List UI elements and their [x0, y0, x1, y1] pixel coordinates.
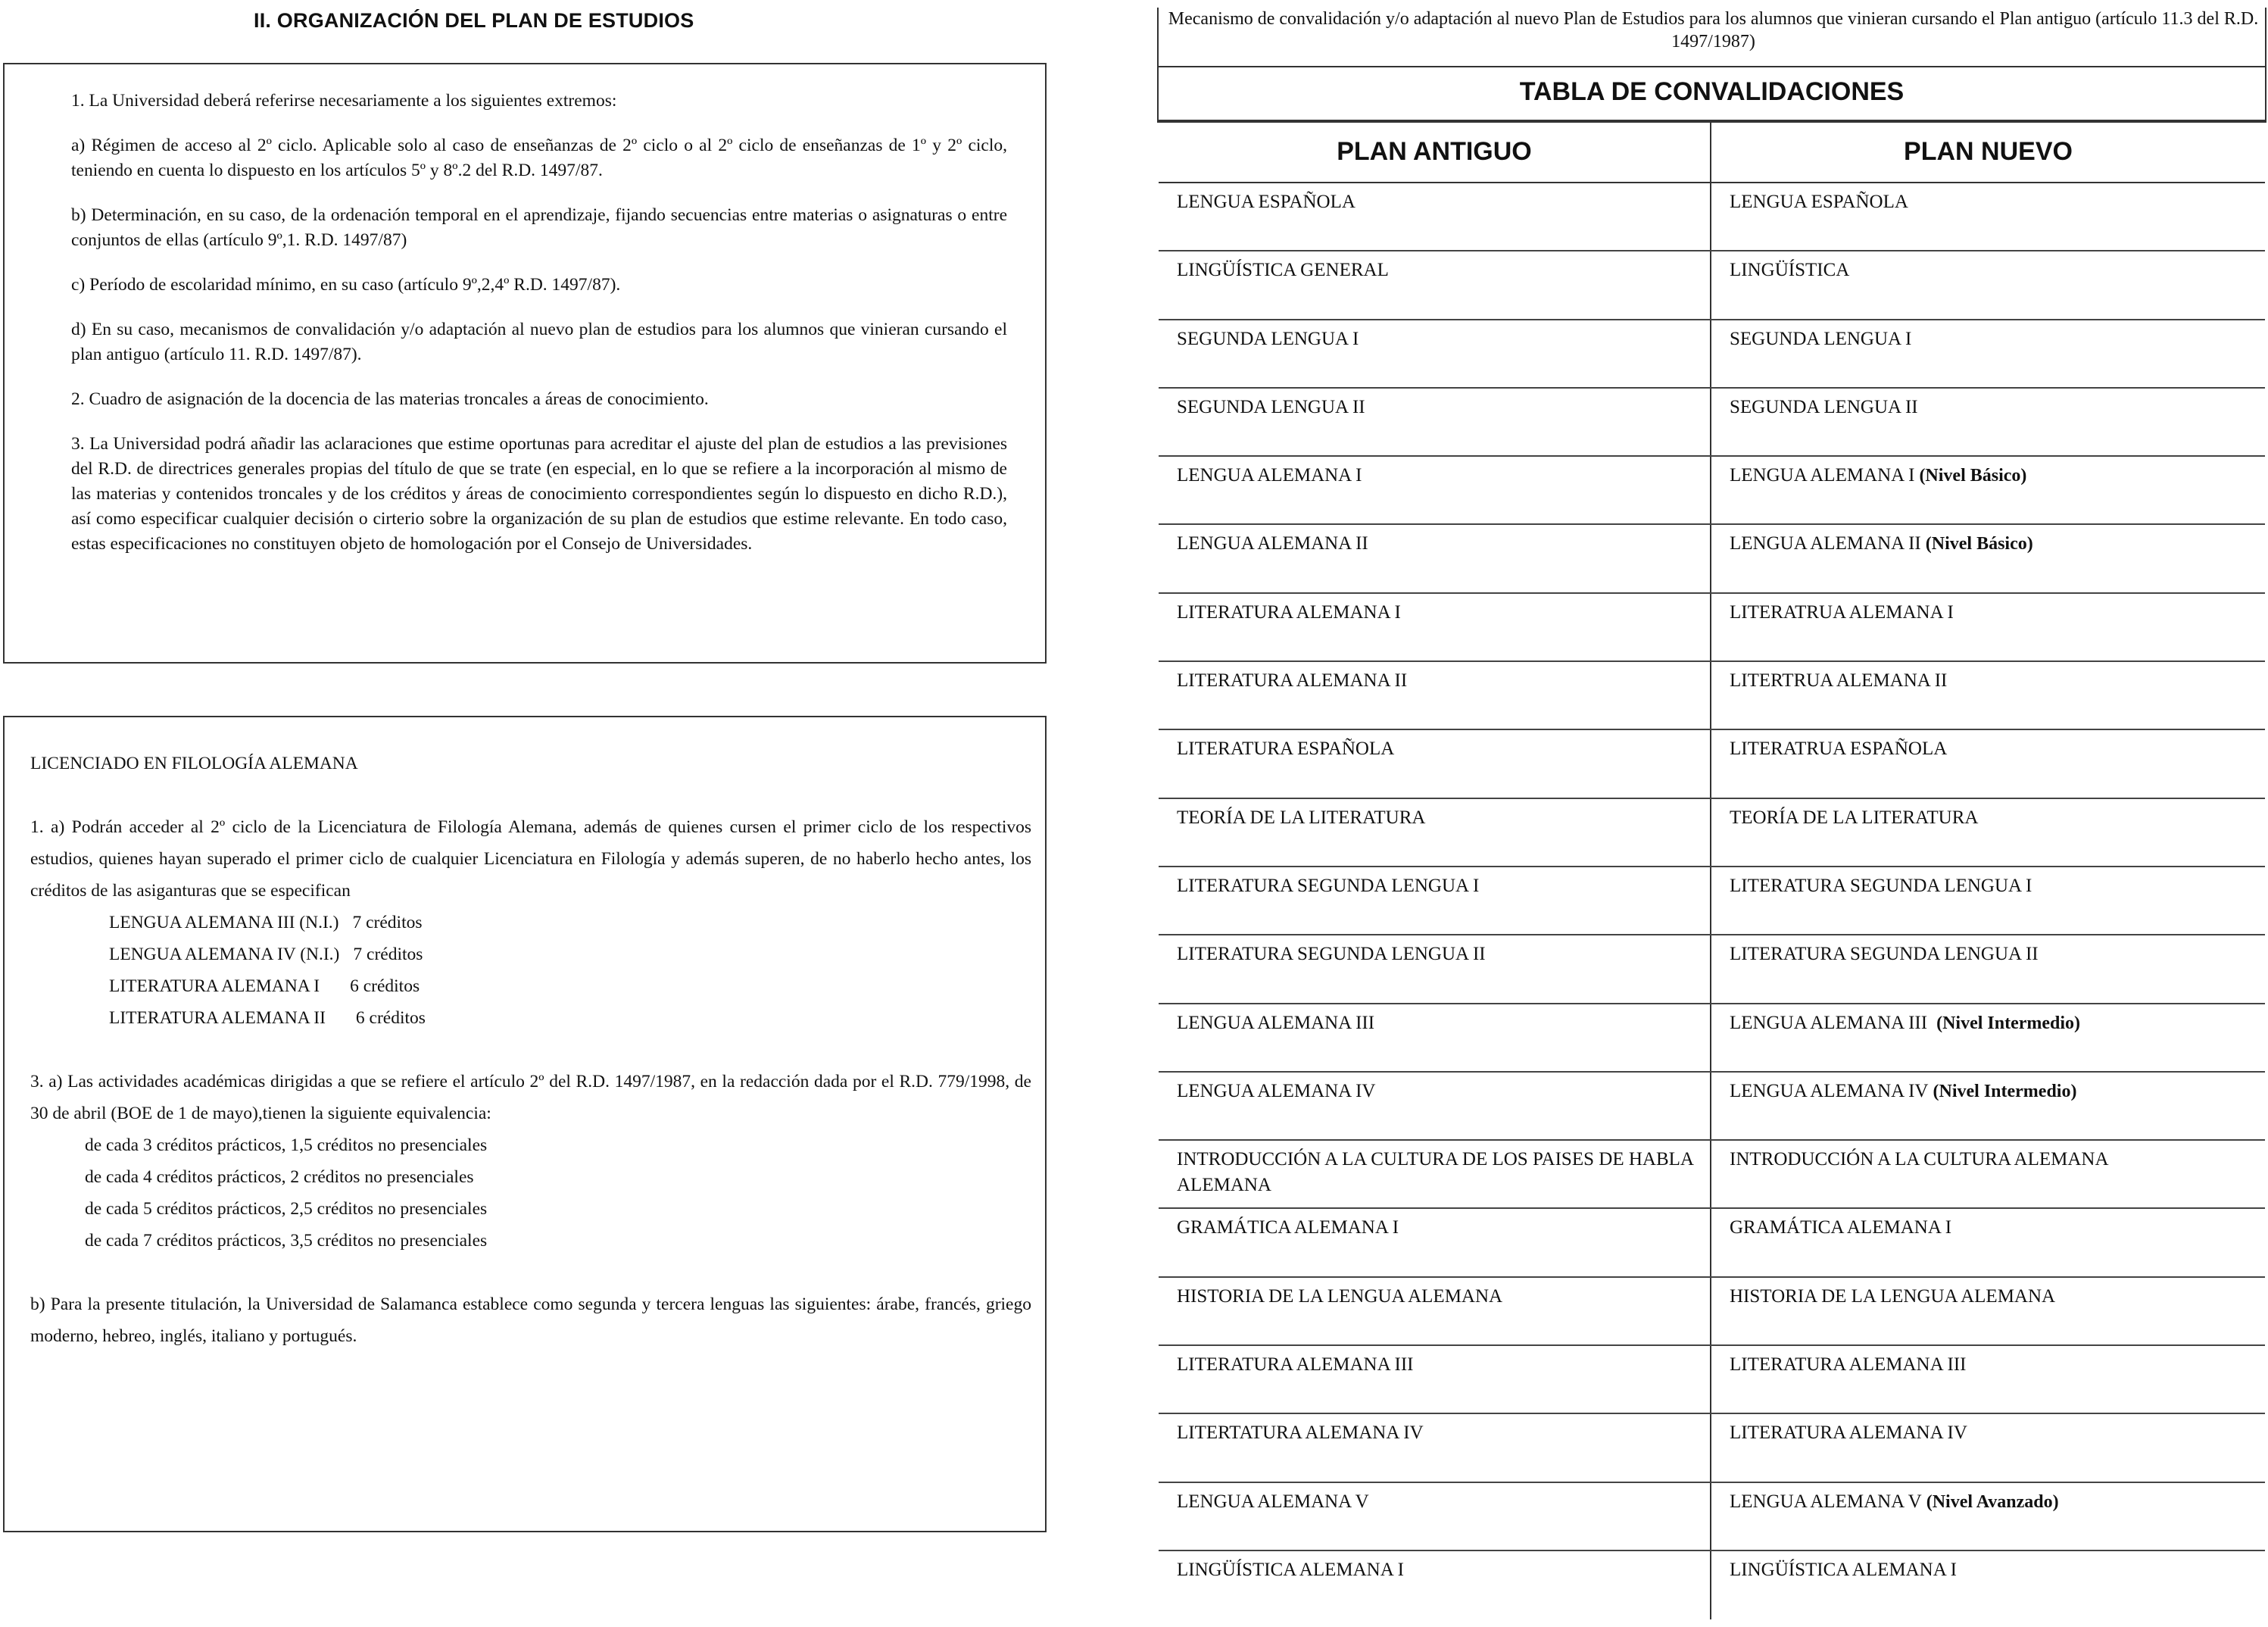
new-plan-subject: LENGUA ALEMANA III — [1730, 1012, 1928, 1033]
requirement-3: 3. La Universidad podrá añadir las aclaraciones que estime oportunas para acreditar el ajuste del plan de estudios a las previsiones del R.D. de directrices generales propias del título de que se trate (en especial, en lo que se refiere a la incorporación al mismo de las materias y contenidos troncales y de los créditos y áreas de conocimiento correspondientes según lo dispuesto en dicho R.D.), así como especificar cualquier decisión o cirterio sobre la organización de su plan de estudios que estime relevante. En todo caso, estas especificaciones no constituyen objeto de homologación por el Consejo de Universidades. — [71, 434, 1007, 554]
table-row — [1159, 1414, 2265, 1482]
table-row — [1159, 320, 2265, 389]
table-row — [1159, 1551, 2265, 1619]
requirements-box — [3, 63, 1047, 664]
new-plan-subject: LITERATURA SEGUNDA LENGUA II — [1730, 944, 2039, 965]
requirement-c: c) Período de escolaridad mínimo, en su caso (artículo 9º,2,4º R.D. 1497/87). — [71, 275, 621, 295]
new-plan-cell — [1711, 662, 2265, 729]
requirement-intro: 1. La Universidad deberá referirse necesariamente a los siguientes extremos: — [71, 91, 617, 111]
equivalence-list — [30, 1129, 1031, 1257]
table-row — [1159, 183, 2265, 251]
subject-credits: 6 créditos — [355, 1008, 426, 1028]
table-row — [1159, 867, 2265, 935]
subject-item — [30, 907, 1031, 938]
subject-name: LITERATURA ALEMANA II — [109, 1008, 326, 1028]
old-plan-cell: LENGUA ALEMANA III — [1159, 1004, 1711, 1071]
subject-name: LENGUA ALEMANA III (N.I.) — [109, 913, 339, 932]
table-row — [1159, 1346, 2265, 1414]
new-plan-cell — [1711, 799, 2265, 866]
divider — [1159, 66, 2265, 67]
old-plan-cell: LENGUA ALEMANA V — [1159, 1483, 1711, 1550]
new-plan-level: (Nivel Básico) — [1919, 466, 2027, 486]
old-plan-cell: INTRODUCCIÓN A LA CULTURA DE LOS PAISES DE HABLA ALEMANA — [1159, 1141, 1711, 1207]
old-plan-cell: LENGUA ALEMANA I — [1159, 457, 1711, 523]
new-plan-subject: LITERATRUA ESPAÑOLA — [1730, 739, 1948, 760]
table-row — [1159, 1209, 2265, 1277]
requirement-2: 2. Cuadro de asignación de la docencia de las materias troncales a áreas de conocimiento. — [71, 389, 709, 409]
new-plan-subject: LENGUA ALEMANA I — [1730, 465, 1915, 486]
table-row — [1159, 251, 2265, 320]
equivalence-item: de cada 4 créditos prácticos, 2 créditos no presenciales — [85, 1167, 474, 1187]
new-plan-cell — [1711, 183, 2265, 250]
equivalence-item: de cada 7 créditos prácticos, 3,5 créditos no presenciales — [85, 1231, 488, 1251]
table-row — [1159, 1073, 2265, 1141]
requirement-d: d) En su caso, mecanismos de convalidación y/o adaptación al nuevo plan de estudios para los alumnos que vinieran cursando el plan antiguo (artículo 11. R.D. 1497/87). — [71, 320, 1007, 364]
equivalence-item: de cada 5 créditos prácticos, 2,5 créditos no presenciales — [85, 1199, 488, 1219]
new-plan-subject: LITERATURA ALEMANA IV — [1730, 1422, 1967, 1444]
new-plan-cell — [1711, 457, 2265, 523]
old-plan-cell: SEGUNDA LENGUA II — [1159, 389, 1711, 455]
access-paragraph: 1. a) Podrán acceder al 2º ciclo de la Licenciatura de Filología Alemana, además de quienes cursen el primer ciclo de los respectivos estudios, quienes hayan superado el primer ciclo de cualquier Licenciatura en Filología y además superen, de no haberlo hecho antes, los créditos de las asiganturas que se especifican — [30, 817, 1031, 901]
table-row — [1159, 1141, 2265, 1209]
new-plan-cell — [1711, 1551, 2265, 1619]
new-plan-subject: GRAMÁTICA ALEMANA I — [1730, 1217, 1952, 1238]
new-plan-cell — [1711, 1073, 2265, 1139]
table-header-box — [1157, 8, 2266, 121]
new-plan-subject: INTRODUCCIÓN A LA CULTURA ALEMANA — [1730, 1149, 2109, 1170]
new-plan-cell — [1711, 867, 2265, 934]
new-plan-level: (Nivel Intermedio) — [1933, 1081, 2077, 1101]
new-plan-subject: SEGUNDA LENGUA I — [1730, 328, 1912, 349]
subject-list — [30, 907, 1031, 1034]
new-plan-subject: LENGUA ALEMANA V — [1730, 1491, 1922, 1512]
new-plan-subject: LENGUA ALEMANA IV — [1730, 1080, 1929, 1101]
column-header-old-plan: PLAN ANTIGUO — [1159, 121, 1711, 182]
new-plan-cell — [1711, 935, 2265, 1002]
old-plan-cell: SEGUNDA LENGUA I — [1159, 320, 1711, 387]
subject-item — [30, 938, 1031, 970]
new-plan-subject: LITERATURA SEGUNDA LENGUA I — [1730, 875, 2032, 896]
old-plan-cell: LITERATURA SEGUNDA LENGUA II — [1159, 935, 1711, 1002]
old-plan-cell: LENGUA ESPAÑOLA — [1159, 183, 1711, 250]
table-row — [1159, 594, 2265, 662]
table-row — [1159, 1483, 2265, 1551]
new-plan-subject: HISTORIA DE LA LENGUA ALEMANA — [1730, 1285, 2056, 1307]
convalidation-table — [1157, 121, 2266, 1580]
section-title: II. ORGANIZACIÓN DEL PLAN DE ESTUDIOS — [254, 9, 694, 32]
new-plan-cell — [1711, 389, 2265, 455]
degree-heading: LICENCIADO EN FILOLOGÍA ALEMANA — [30, 754, 358, 773]
old-plan-cell: LINGÜÍSTICA GENERAL — [1159, 251, 1711, 318]
subject-credits: 7 créditos — [352, 913, 423, 932]
old-plan-cell: LENGUA ALEMANA IV — [1159, 1073, 1711, 1139]
new-plan-cell — [1711, 1141, 2265, 1207]
old-plan-cell: LITERATURA ALEMANA II — [1159, 662, 1711, 729]
new-plan-subject: LINGÜÍSTICA — [1730, 260, 1850, 281]
new-plan-subject: LITERATRUA ALEMANA I — [1730, 601, 1954, 623]
table-row — [1159, 1278, 2265, 1346]
new-plan-level: (Nivel Básico) — [1925, 534, 2033, 554]
new-plan-level: (Nivel Avanzado) — [1926, 1491, 2059, 1512]
column-header-new-plan: PLAN NUEVO — [1904, 136, 2073, 166]
subject-name: LENGUA ALEMANA IV (N.I.) — [109, 945, 340, 964]
old-plan-cell: LITERATURA ALEMANA III — [1159, 1346, 1711, 1413]
table-row — [1159, 662, 2265, 730]
new-plan-cell — [1711, 1346, 2265, 1413]
convalidation-panel — [1157, 0, 2266, 1627]
new-plan-subject: LITERTRUA ALEMANA II — [1730, 670, 1948, 692]
old-plan-cell: LITERTATURA ALEMANA IV — [1159, 1414, 1711, 1481]
mechanism-text: Mecanismo de convalidación y/o adaptación al nuevo Plan de Estudios para los alumnos que vinieran cursando el Plan antiguo (artículo 11.3 del R.D. 1497/1987) — [1168, 9, 2259, 52]
new-plan-cell — [1711, 1414, 2265, 1481]
new-plan-cell — [1711, 594, 2265, 660]
old-plan-cell: LITERATURA ESPAÑOLA — [1159, 730, 1711, 797]
new-plan-cell — [1711, 320, 2265, 387]
new-plan-cell — [1711, 1209, 2265, 1276]
subject-credits: 7 créditos — [353, 945, 423, 964]
new-plan-level: (Nivel Intermedio) — [1932, 1013, 2081, 1033]
table-row — [1159, 730, 2265, 798]
subject-item — [30, 1002, 1031, 1034]
table-body — [1159, 183, 2265, 1619]
old-plan-cell: LINGÜÍSTICA ALEMANA I — [1159, 1551, 1711, 1619]
old-plan-cell: LENGUA ALEMANA II — [1159, 525, 1711, 592]
equivalence-item: de cada 3 créditos prácticos, 1,5 créditos no presenciales — [85, 1135, 488, 1155]
subject-item — [30, 970, 1031, 1002]
new-plan-cell — [1711, 251, 2265, 318]
new-plan-cell — [1711, 730, 2265, 797]
new-plan-subject: LENGUA ESPAÑOLA — [1730, 192, 1908, 212]
new-plan-cell — [1711, 525, 2265, 592]
table-row — [1159, 935, 2265, 1004]
subject-credits: 6 créditos — [350, 976, 420, 996]
table-row — [1159, 525, 2265, 593]
old-plan-cell: LITERATURA ALEMANA I — [1159, 594, 1711, 660]
new-plan-cell — [1711, 1004, 2265, 1071]
table-title: TABLA DE CONVALIDACIONES — [1519, 77, 1905, 106]
degree-box — [3, 716, 1047, 1532]
table-row — [1159, 457, 2265, 525]
table-row — [1159, 799, 2265, 867]
old-plan-cell: LITERATURA SEGUNDA LENGUA I — [1159, 867, 1711, 934]
requirement-b: b) Determinación, en su caso, de la ordenación temporal en el aprendizaje, fijando secuencias entre materias o asignaturas o entre conjuntos de ellas (artículo 9º,1. R.D. 1497/87) — [71, 205, 1007, 250]
table-row — [1159, 1004, 2265, 1073]
new-plan-cell — [1711, 1278, 2265, 1344]
new-plan-subject: LENGUA ALEMANA II — [1730, 533, 1921, 554]
old-plan-cell: GRAMÁTICA ALEMANA I — [1159, 1209, 1711, 1276]
subject-name: LITERATURA ALEMANA I — [109, 976, 320, 996]
table-row — [1159, 389, 2265, 457]
old-plan-cell: TEORÍA DE LA LITERATURA — [1159, 799, 1711, 866]
new-plan-subject: TEORÍA DE LA LITERATURA — [1730, 807, 1979, 828]
activities-paragraph: 3. a) Las actividades académicas dirigidas a que se refiere el artículo 2º del R.D. 1497/1987, en la redacción dada por el R.D. 779/1998, de 30 de abril (BOE de 1 de mayo),tienen la siguiente equivalencia: — [30, 1072, 1031, 1123]
languages-paragraph: b) Para la presente titulación, la Universidad de Salamanca establece como segunda y tercera lenguas las siguientes: árabe, francés, griego moderno, hebreo, inglés, italiano y portugués. — [30, 1294, 1031, 1346]
new-plan-subject: LINGÜÍSTICA ALEMANA I — [1730, 1559, 1957, 1580]
new-plan-cell — [1711, 1483, 2265, 1550]
new-plan-subject: SEGUNDA LENGUA II — [1730, 396, 1918, 417]
new-plan-subject: LITERATURA ALEMANA III — [1730, 1354, 1967, 1376]
requirement-a: a) Régimen de acceso al 2º ciclo. Aplicable solo al caso de enseñanzas de 2º ciclo o al 2º ciclo de enseñanzas de 1º y 2º ciclo, teniendo en cuenta lo dispuesto en los artículos 5º y 8º.2 del R.D. 1497/87. — [71, 136, 1007, 180]
old-plan-cell: HISTORIA DE LA LENGUA ALEMANA — [1159, 1278, 1711, 1344]
